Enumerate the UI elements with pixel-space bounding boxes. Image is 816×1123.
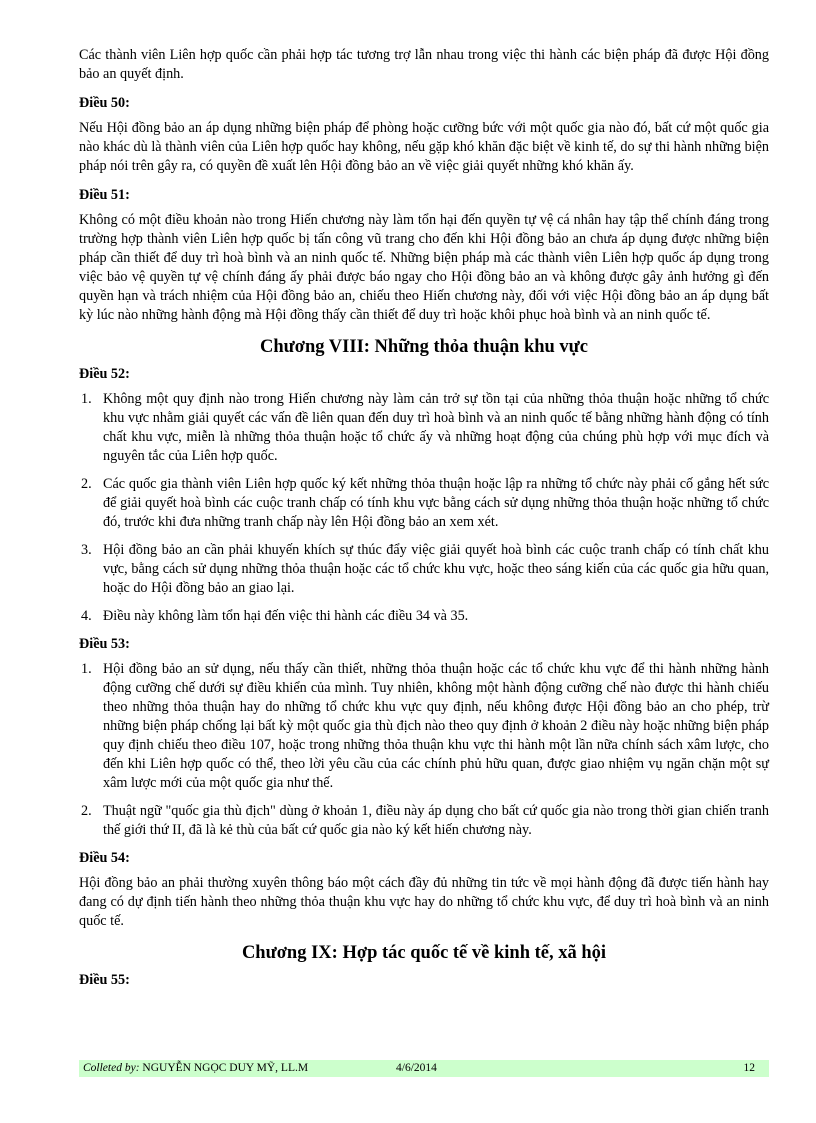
numbered-list: [79, 390, 769, 626]
article-heading: Điều 55:: [79, 972, 130, 988]
list-item: [79, 541, 769, 598]
list-item-number: 4.: [81, 608, 92, 624]
list-item: [79, 475, 769, 532]
paragraph: Hội đồng bảo an phải thường xuyên thông báo một cách đầy đủ những tin tức về mọi hành động đã được tiến hành hay đang có dự định tiến hành theo những thỏa thuận khu vực hay do những tổ chức khu vực, để duy trì hoà bình và an ninh quốc tế.: [79, 875, 769, 929]
list-item-text: Không một quy định nào trong Hiến chương này làm cản trở sự tồn tại của những thỏa thuận hoặc những tổ chức khu vực nhằm giải quyết các vấn đề liên quan đến duy trì hoà bình và an ninh quốc tế bằng những hành động có tính chất khu vực, miễn là những thỏa thuận hoặc tổ chức ấy và những hoạt động của chúng phù hợp với mục đích và nguyên tắc của Liên hợp quốc.: [103, 391, 769, 464]
list-item-number: 1.: [81, 391, 92, 407]
footer-collected-by: Colleted by: NGUYỄN NGỌC DUY MỸ, LL.M: [83, 1062, 309, 1074]
page-number: 12: [743, 1062, 755, 1074]
list-item-number: 2.: [81, 476, 92, 492]
chapter-heading: Chương IX: Hợp tác quốc tế về kinh tế, xã hội: [241, 943, 607, 963]
list-item-text: Điều này không làm tổn hại đến việc thi hành các điều 34 và 35.: [103, 608, 469, 624]
article-heading: Điều 52:: [79, 366, 130, 382]
list-item: [79, 607, 769, 626]
article-heading: Điều 54:: [79, 850, 130, 866]
page-footer: [79, 1060, 769, 1077]
chapter-heading: Chương VIII: Những thỏa thuận khu vực: [259, 337, 588, 357]
paragraph: Không có một điều khoản nào trong Hiến chương này làm tổn hại đến quyền tự vệ cá nhân hay tập thể chính đáng trong trường hợp thành viên Liên hợp quốc bị tấn công vũ trang cho đến khi Hội đồng bảo an chưa áp dụng được những biện pháp cần thiết để duy trì hoà bình và an ninh quốc tế. Những biện pháp mà các thành viên Liên hợp quốc áp dụng trong việc bảo vệ quyền tự vệ chính đáng ấy phải được báo ngay cho Hội đồng bảo an và không được gây ảnh hưởng gì đến quyền hạn và trách nhiệm của Hội đồng bảo an, chiếu theo Hiến chương này, đối với việc Hội đồng bảo an áp dụng bất kỳ lúc nào những hành động mà Hội đồng thấy cần thiết để duy trì hoặc khôi phục hoà bình và an ninh quốc tế.: [79, 212, 769, 323]
list-item: [79, 390, 769, 466]
list-item-text: Thuật ngữ "quốc gia thù địch" dùng ở khoản 1, điều này áp dụng cho bất cứ quốc gia nào trong thời gian chiến tranh thế giới thứ II, đã là kẻ thù của bất cứ quốc gia nào ký kết hiến chương này.: [103, 803, 769, 838]
list-item-number: 1.: [81, 661, 92, 677]
document-page: [79, 46, 769, 996]
numbered-list: [79, 660, 769, 840]
paragraph: Nếu Hội đồng bảo an áp dụng những biện pháp để phòng hoặc cưỡng bức với một quốc gia nào đó, bất cứ một quốc gia nào khác dù là thành viên của Liên hợp quốc hay không, nếu gặp khó khăn đặc biệt về kinh tế, do sự thi hành những biện pháp nói trên gây ra, có quyền đề xuất lên Hội đồng bảo an về việc giải quyết những khó khăn ấy.: [79, 120, 769, 174]
footer-author: NGUYỄN NGỌC DUY MỸ, LL.M: [142, 1062, 309, 1074]
footer-date: 4/6/2014: [396, 1062, 437, 1074]
list-item-text: Các quốc gia thành viên Liên hợp quốc ký kết những thỏa thuận hoặc lập ra những tổ chức này phải cố gắng hết sức để giải quyết hoà bình các cuộc tranh chấp có tính khu vực bằng cách sử dụng những thỏa thuận hoặc những tổ chức đó, trước khi đưa những tranh chấp này lên Hội đồng bảo an xem xét.: [103, 476, 769, 530]
list-item-text: Hội đồng bảo an cần phải khuyến khích sự thúc đẩy việc giải quyết hoà bình các cuộc tranh chấp có tính chất khu vực, bằng cách sử dụng những thỏa thuận hoặc các tổ chức khu vực, hoặc theo sáng kiến của các quốc gia hữu quan, hoặc do Hội đồng bảo an giao lại.: [103, 542, 769, 596]
list-item: [79, 660, 769, 793]
list-item-number: 3.: [81, 542, 92, 558]
list-item-number: 2.: [81, 803, 92, 819]
article-heading: Điều 53:: [79, 636, 130, 652]
paragraph: Các thành viên Liên hợp quốc cần phải hợp tác tương trợ lẫn nhau trong việc thi hành các biện pháp đã được Hội đồng bảo an quyết định.: [79, 47, 769, 82]
list-item: [79, 802, 769, 840]
list-item-text: Hội đồng bảo an sử dụng, nếu thấy cần thiết, những thỏa thuận hoặc các tổ chức khu vực để thi hành những hành động cưỡng chế dưới sự điều khiển của mình. Tuy nhiên, không một hành động cưỡng chế nào được thi hành chiếu theo những thỏa thuận hay do những tổ chức khu vực quy định, nếu không được Hội đồng bảo an cho phép, trừ những biện pháp chống lại bất kỳ một quốc gia thù địch nào theo quy định ở khoản 2 điều này hoặc những biện pháp quy định chiếu theo điều 107, hoặc trong những thỏa thuận khu vực thi hành một lần nữa chính sách xâm lược, cho đến khi Liên hợp quốc có thể, theo lời yêu cầu của các chính phủ hữu quan, được giao nhiệm vụ ngăn chặn một sự xâm lược mới của một quốc gia như thế.: [103, 661, 769, 791]
article-heading: Điều 50:: [79, 95, 130, 111]
article-heading: Điều 51:: [79, 187, 130, 203]
